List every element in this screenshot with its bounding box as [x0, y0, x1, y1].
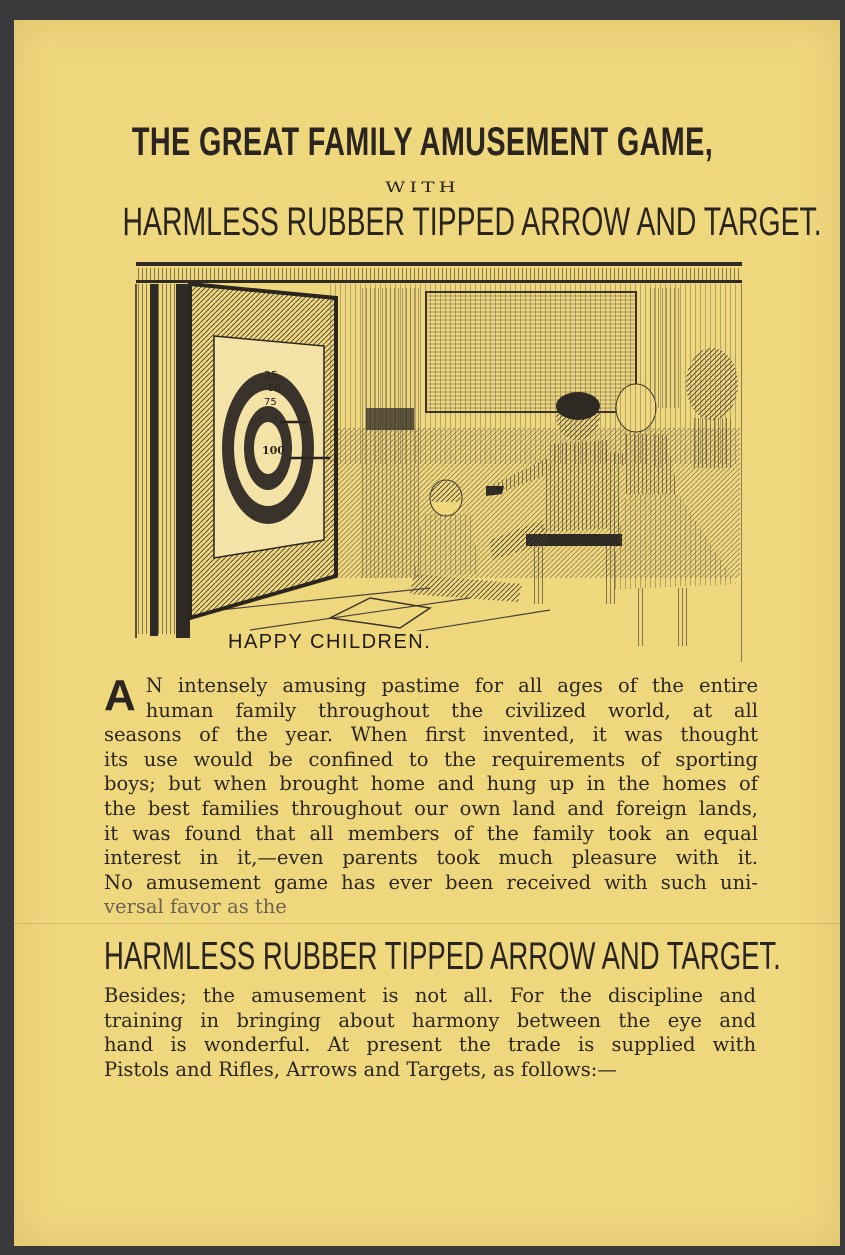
with-connector: WITH	[385, 180, 460, 196]
drop-cap: A	[104, 671, 136, 720]
ring-label-100: 100	[262, 444, 285, 457]
paragraph-line: the best families throughout our own land and foreign lands,	[104, 796, 758, 820]
child-body	[414, 514, 480, 576]
frieze-band	[136, 268, 742, 280]
closing-paragraph	[104, 984, 756, 1082]
fold-crease	[14, 923, 840, 924]
section-heading: HARMLESS RUBBER TIPPED ARROW AND TARGET.	[104, 935, 781, 978]
paragraph-line: hand is wonderful. At present the trade is supplied with	[104, 1033, 756, 1057]
ring-label-50: 50	[268, 383, 281, 394]
paragraph-line: boys; but when brought home and hung up in the homes of	[104, 772, 758, 796]
plant-pot	[692, 418, 732, 468]
subtitle: HARMLESS RUBBER TIPPED ARROW AND TARGET.	[122, 200, 822, 244]
paragraph-line: interest in it,—even parents took much pleasure with it.	[104, 846, 758, 870]
side-pilaster	[650, 288, 680, 408]
ring-label-75: 75	[264, 397, 277, 408]
frieze-top	[136, 262, 742, 266]
engraving-illustration	[130, 258, 742, 662]
engraving-scene	[130, 258, 742, 662]
illustration-caption: HAPPY CHILDREN.	[222, 631, 437, 654]
paragraph-line: N intensely amusing pastime for all ages of the entire	[145, 674, 758, 697]
paragraph-line: versal favor as the	[104, 895, 287, 919]
paragraph-line: its use would be confined to the requirements of sporting	[104, 747, 758, 771]
paragraph-line: Besides; the amusement is not all. For the discipline and	[104, 984, 756, 1007]
paragraph-line: human family throughout the civilized world, at all	[145, 698, 758, 722]
ring-label-25: 25	[264, 369, 278, 382]
intro-paragraph	[104, 671, 758, 920]
main-title: THE GREAT FAMILY AMUSEMENT GAME,	[131, 120, 714, 164]
paragraph-line: it was found that all members of the family took an equal	[104, 821, 758, 845]
paragraph-line: training in bringing about harmony between the eye and	[104, 1008, 756, 1032]
paragraph-line: No amusement game has ever been received with such uni-	[104, 870, 758, 894]
paragraph-line: seasons of the year. When first invented, it was thought	[104, 723, 758, 747]
potted-plant	[686, 348, 738, 420]
paragraph-line: Pistols and Rifles, Arrows and Targets, as follows:—	[104, 1057, 617, 1081]
